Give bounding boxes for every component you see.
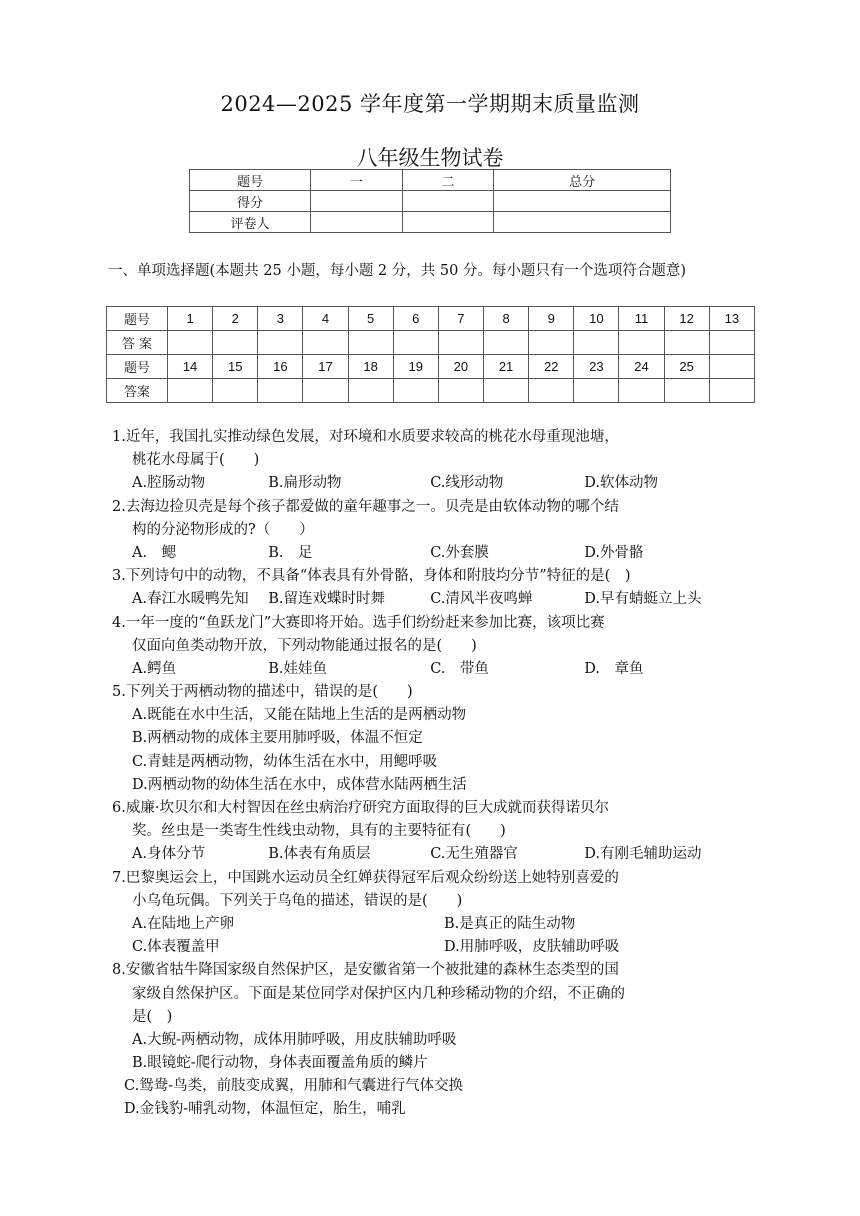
answer-number-row [107,355,755,379]
option-c: C.青蛙是两栖动物，幼体生活在水中，用鳃呼吸 [132,753,438,770]
option-a: A.既能在水中生活，又能在陆地上生活的是两栖动物 [132,707,467,724]
option-c: C.外套膜 [430,544,489,561]
option-a: A.在陆地上产卵 [132,915,235,932]
answer-cell [619,331,664,355]
option-a: A.春江水暖鸭先知 [132,591,249,608]
option-b: B.体表有角质层 [268,846,371,863]
question-number-cell: 25 [664,355,709,379]
option-c: C.清风半夜鸣蝉 [430,591,533,608]
question-number-cell: 15 [213,355,258,379]
question-list [112,426,762,1122]
question-number-cell: 2 [213,307,258,331]
option-c: C.线形动物 [430,475,504,492]
question-number-cell: 3 [258,307,303,331]
option-b: B. 足 [268,544,313,561]
question-stem: 1.近年，我国扎实推动绿色发展，对环境和水质要求较高的桃花水母重现池塘， [112,429,619,445]
answer-table [106,306,755,403]
question-item [112,681,762,797]
exam-title: 2024—2025 学年度第一学期期末质量监测 [220,92,640,116]
question-number-cell [709,355,754,379]
option-row [112,658,762,681]
grader-row-label: 评卷人 [190,212,311,233]
answer-number-label: 题号 [107,355,168,379]
question-stem: 奖。丝虫是一类寄生性线虫动物，具有的主要特征有( ) [132,823,506,840]
question-item [112,797,762,867]
option-d: D.外骨骼 [584,544,644,561]
question-number-cell: 13 [709,307,754,331]
option-d: D.两栖动物的幼体生活在水中，成体营水陆两栖生活 [132,776,467,793]
question-number-cell: 1 [168,307,213,331]
option-a: A. 鳃 [132,544,177,561]
score-table-row-grader [190,212,671,233]
score-row-label: 得分 [190,191,311,212]
answer-label: 答案 [107,379,168,403]
question-stem: 4.一年一度的“鱼跃龙门”大赛即将开始。选手们纷纷赶来参加比赛，该项比赛 [112,614,605,631]
answer-cell [438,379,483,403]
question-number-cell: 24 [619,355,664,379]
option-a: A.腔肠动物 [132,475,206,492]
question-item [112,612,762,682]
option-b: B.是真正的陆生动物 [444,915,576,932]
question-stem: 小乌龟玩偶。下列关于乌龟的描述，错误的是( ) [132,892,463,909]
option-a: A.身体分节 [132,846,206,863]
answer-cell [303,331,348,355]
question-number-cell: 14 [168,355,213,379]
option-row [112,542,762,565]
exam-subtitle: 八年级生物试卷 [356,146,504,170]
option-c: C.体表覆盖甲 [132,939,220,956]
option-d: D.软体动物 [584,475,658,492]
question-item [112,426,762,496]
question-number-cell: 16 [258,355,303,379]
question-number-cell: 19 [393,355,438,379]
score-cell [402,191,494,212]
question-stem: 8.安徽省牯牛降国家级自然保护区，是安徽省第一个被批建的森林生态类型的国 [112,962,619,979]
answer-cell [213,379,258,403]
question-stem: 6.威廉·坎贝尔和大村智因在丝虫病治疗研究方面取得的巨大成就而获得诺贝尔 [112,800,609,816]
answer-cell [529,331,574,355]
option-a: A.大鲵-两栖动物，成体用肺呼吸，用皮肤辅助呼吸 [132,1031,457,1048]
question-number-cell: 22 [529,355,574,379]
grader-cell [402,212,494,233]
score-cell [311,191,403,212]
answer-cell [709,379,754,403]
option-a: A.鳄鱼 [132,660,177,677]
option-d: D. 章鱼 [584,660,644,677]
question-item [112,959,762,1121]
question-number-cell: 11 [619,307,664,331]
answer-cell [258,331,303,355]
option-b: B.眼镜蛇-爬行动物，身体表面覆盖角质的鳞片 [132,1055,428,1072]
answer-cell [168,331,213,355]
option-row [112,913,762,936]
score-col-part2: 二 [402,170,494,191]
answer-cell [438,331,483,355]
question-number-cell: 5 [348,307,393,331]
question-stem: 是( ) [132,1008,173,1025]
question-item [112,565,762,611]
answer-cell [483,331,528,355]
answer-cell [574,379,619,403]
score-col-label: 题号 [190,170,311,191]
option-d: D.早有蜻蜓立上头 [584,591,702,608]
answer-row [107,379,755,403]
score-table [189,169,671,233]
option-d: D.有刚毛辅助运动 [584,846,702,863]
question-stem: 构的分泌物形成的?（ ） [132,521,314,538]
option-b: B.两栖动物的成体主要用肺呼吸，体温不恒定 [132,730,423,747]
question-number-cell: 18 [348,355,393,379]
option-c: C.鸳鸯-鸟类，前肢变成翼，用肺和气囊进行气体交换 [124,1078,464,1095]
question-number-cell: 17 [303,355,348,379]
answer-cell [574,331,619,355]
question-stem: 仅面向鱼类动物开放，下列动物能通过报名的是( ) [132,637,477,654]
answer-cell [529,379,574,403]
grader-cell [311,212,403,233]
option-b: B.留连戏蝶时时舞 [268,591,386,608]
answer-cell [483,379,528,403]
score-cell [494,191,671,212]
question-number-cell: 9 [529,307,574,331]
question-number-cell: 7 [438,307,483,331]
answer-cell [348,331,393,355]
score-col-total: 总分 [494,170,671,191]
option-row [112,588,762,611]
answer-cell [664,331,709,355]
answer-cell [213,331,258,355]
question-stem: 2.去海边捡贝壳是每个孩子都爱做的童年趣事之一。贝壳是由软体动物的哪个结 [112,498,619,515]
answer-cell [664,379,709,403]
answer-cell [258,379,303,403]
question-item [112,867,762,960]
question-number-cell: 6 [393,307,438,331]
score-table-header-row [190,170,671,191]
answer-cell [348,379,393,403]
option-c: C. 带鱼 [430,660,489,677]
question-stem: 7.巴黎奥运会上，中国跳水运动员全红婵获得冠军后观众纷纷送上她特别喜爱的 [112,869,619,886]
score-col-part1: 一 [311,170,403,191]
question-item [112,496,762,566]
option-c: C.无生殖器官 [430,846,518,863]
question-stem: 桃花水母属于( ) [132,452,260,469]
answer-number-label: 题号 [107,307,168,331]
question-number-cell: 21 [483,355,528,379]
option-d: D.金钱豹-哺乳动物，体温恒定，胎生，哺乳 [124,1101,406,1118]
answer-cell [619,379,664,403]
question-stem: 3.下列诗句中的动物，不具备“体表具有外骨骼，身体和附肢均分节”特征的是( ) [112,568,631,585]
grader-cell [494,212,671,233]
option-row [112,936,762,959]
answer-cell [393,331,438,355]
answer-cell [393,379,438,403]
option-b: B.扁形动物 [268,475,342,492]
option-b: B.娃娃鱼 [268,660,328,677]
answer-cell [303,379,348,403]
question-number-cell: 12 [664,307,709,331]
answer-label: 答 案 [107,331,168,355]
score-table-row-score [190,191,671,212]
option-row [112,472,762,495]
question-number-cell: 23 [574,355,619,379]
option-d: D.用肺呼吸，皮肤辅助呼吸 [444,939,620,956]
question-stem: 5.下列关于两栖动物的描述中，错误的是( ) [112,684,413,701]
option-row [112,843,762,866]
question-number-cell: 8 [483,307,528,331]
answer-row [107,331,755,355]
question-number-cell: 20 [438,355,483,379]
answer-number-row [107,307,755,331]
section-heading: 一、单项选择题(本题共 25 小题，每小题 2 分，共 50 分。每小题只有一个选项符合题意) [108,263,687,279]
question-stem: 家级自然保护区。下面是某位同学对保护区内几种珍稀动物的介绍，不正确的 [132,985,625,1002]
answer-cell [709,331,754,355]
answer-cell [168,379,213,403]
question-number-cell: 4 [303,307,348,331]
question-number-cell: 10 [574,307,619,331]
